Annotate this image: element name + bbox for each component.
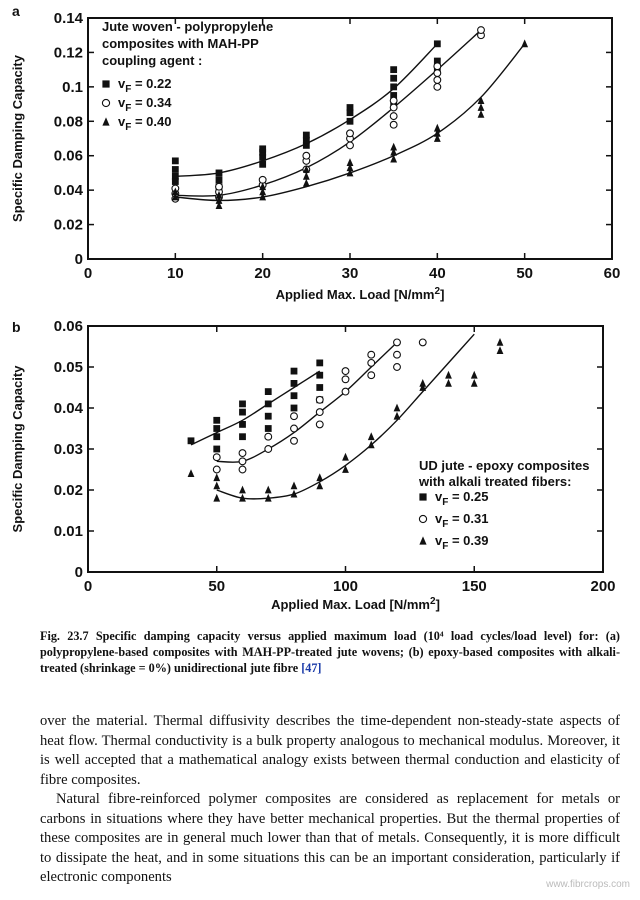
- y-tick-label: 0.14: [53, 10, 83, 27]
- data-point: [216, 183, 223, 190]
- data-point: [239, 486, 246, 494]
- x-tick-label: 0: [83, 578, 93, 595]
- x-tick-label: 200: [590, 578, 616, 595]
- data-point: [434, 77, 441, 84]
- legend-marker: [419, 515, 426, 522]
- data-point: [347, 142, 354, 149]
- data-point: [303, 172, 310, 180]
- data-point: [347, 118, 354, 125]
- data-point: [316, 384, 323, 391]
- data-point: [213, 417, 220, 424]
- y-tick-label: 0.05: [53, 359, 83, 376]
- data-point: [303, 132, 310, 139]
- data-point: [478, 110, 485, 118]
- body-paragraph-1: over the material. Thermal diffusivity describes the time-dependent non-steady-state aspects of heat flow. Thermal conductivity is a bulk property analogous to mechanical modulus. Moreover, it is well accepted that a mathematical analogy exists between thermal conduction and elasticity of fibre composites.: [40, 713, 620, 788]
- y-tick-label: 0.08: [53, 113, 83, 131]
- y-tick-label: 0.04: [53, 400, 83, 417]
- chart-panel-a: [10, 3, 620, 302]
- data-point: [478, 27, 485, 34]
- data-point: [342, 453, 349, 461]
- y-tick-label: 0.04: [53, 182, 83, 200]
- data-point: [172, 178, 179, 185]
- data-point: [521, 39, 528, 47]
- data-point: [291, 368, 298, 375]
- x-axis-label: Applied Max. Load $[N/mm^2]$: [271, 596, 440, 612]
- data-point: [265, 388, 272, 395]
- data-point: [216, 176, 223, 183]
- data-point: [265, 413, 272, 420]
- data-point: [394, 412, 401, 420]
- plot-frame: [88, 326, 603, 572]
- panel-label: b: [12, 319, 21, 335]
- y-tick-label: 0.1: [62, 78, 83, 96]
- legend-label: $v_F = 0.31$: [435, 511, 489, 530]
- data-point: [394, 339, 401, 346]
- data-point: [213, 494, 220, 502]
- data-point: [259, 176, 266, 183]
- data-point: [368, 351, 375, 358]
- y-tick-label: 0.02: [53, 216, 83, 234]
- y-tick-label: 0: [74, 564, 83, 581]
- data-point: [390, 66, 397, 73]
- data-point: [291, 380, 298, 387]
- data-point: [390, 97, 397, 104]
- data-point: [368, 441, 375, 449]
- legend-title-line: with alkali treated fibers:: [419, 474, 572, 489]
- data-point: [259, 145, 266, 152]
- legend-title-line: UD jute - epoxy composites: [419, 458, 590, 473]
- data-point: [239, 401, 246, 408]
- data-point: [316, 396, 323, 403]
- data-point: [291, 413, 298, 420]
- y-tick-label: 0: [74, 251, 83, 268]
- y-tick-label: 0.06: [53, 147, 83, 165]
- caption-text: Specific damping capacity versus applied maximum load (10⁴ load cycles/load level) for: (a) polypropylene-based composites with MAH-PP-treated jute wovens; (b) epoxy-based composites with alkali-treated (shrinkage = 0%) unidirectional jute fibre: [40, 629, 620, 675]
- y-tick-label: 0.03: [53, 441, 83, 458]
- x-tick-label: 60: [603, 265, 621, 282]
- data-point: [316, 360, 323, 367]
- legend-title-line: coupling agent :: [102, 53, 203, 68]
- y-tick-label: 0.01: [53, 523, 83, 540]
- x-tick-label: 10: [166, 265, 184, 282]
- x-tick-label: 100: [332, 578, 359, 595]
- data-point: [213, 454, 220, 461]
- legend-marker: [102, 117, 109, 125]
- data-point: [471, 371, 478, 379]
- data-point: [239, 450, 246, 457]
- series-square: [188, 360, 324, 453]
- data-point: [368, 360, 375, 367]
- data-point: [213, 482, 220, 490]
- legend-marker: [419, 493, 426, 500]
- data-point: [390, 75, 397, 82]
- y-tick-label: 0.12: [53, 44, 83, 62]
- data-point: [265, 425, 272, 432]
- data-point: [342, 368, 349, 375]
- x-axis-label: Applied Max. Load $[N/mm^2]$: [275, 286, 445, 302]
- data-point: [303, 179, 310, 187]
- data-point: [445, 379, 452, 387]
- legend-label: $v_F = 0.40$: [118, 114, 172, 133]
- data-point: [342, 388, 349, 395]
- data-point: [291, 405, 298, 412]
- data-point: [213, 433, 220, 440]
- data-point: [347, 130, 354, 137]
- legend-marker: [419, 536, 426, 544]
- data-point: [390, 155, 397, 163]
- data-point: [265, 433, 272, 440]
- y-axis-label: Specific Damping Capacity: [10, 365, 25, 533]
- data-point: [390, 121, 397, 128]
- data-point: [213, 466, 220, 473]
- data-point: [291, 425, 298, 432]
- fit-curve: [191, 371, 320, 445]
- data-point: [239, 421, 246, 428]
- data-point: [394, 364, 401, 371]
- data-point: [497, 346, 504, 354]
- x-tick-label: 0: [83, 265, 93, 282]
- legend-label: $v_F = 0.39$: [435, 533, 489, 552]
- data-point: [213, 446, 220, 453]
- data-point: [419, 339, 426, 346]
- data-point: [316, 372, 323, 379]
- data-point: [419, 379, 426, 387]
- data-point: [291, 482, 298, 490]
- data-point: [471, 379, 478, 387]
- legend-label: $v_F = 0.25$: [435, 489, 489, 508]
- data-point: [303, 152, 310, 159]
- data-point: [239, 409, 246, 416]
- x-tick-label: 150: [461, 578, 487, 595]
- y-tick-label: 0.06: [53, 318, 83, 335]
- data-point: [239, 433, 246, 440]
- data-point: [291, 392, 298, 399]
- data-point: [434, 83, 441, 90]
- y-tick-label: 0.02: [53, 482, 83, 499]
- legend-title-line: Jute woven - polypropylene: [102, 19, 274, 34]
- legend-title-line: composites with MAH-PP: [102, 36, 259, 51]
- x-tick-label: 20: [254, 265, 272, 282]
- data-point: [368, 432, 375, 440]
- data-point: [342, 376, 349, 383]
- x-tick-label: 50: [208, 578, 226, 595]
- data-point: [172, 166, 179, 173]
- body-text: [40, 712, 620, 888]
- legend-label: $v_F = 0.22$: [118, 76, 172, 95]
- caption-label: Fig. 23.7: [40, 629, 89, 643]
- data-point: [434, 40, 441, 47]
- data-point: [434, 63, 441, 70]
- data-point: [434, 124, 441, 132]
- legend-marker: [102, 99, 109, 106]
- data-point: [368, 372, 375, 379]
- data-point: [188, 437, 195, 444]
- caption-reference-link[interactable]: [47]: [301, 661, 322, 675]
- data-point: [213, 473, 220, 481]
- data-point: [347, 104, 354, 111]
- body-paragraph-2: Natural fibre-reinforced polymer composites are considered as replacement for metals or carbons in situations where they have better mechanical properties. But the thermal properties of these composites are in general much lower than that of metals. Consequently, it is more difficult to dissipate the heat, and in some situations this can be an important consideration, particularly if electronic components: [40, 791, 620, 885]
- data-point: [265, 401, 272, 408]
- data-point: [172, 157, 179, 164]
- chart-panel-b: [10, 318, 616, 612]
- data-point: [265, 486, 272, 494]
- data-point: [394, 404, 401, 412]
- x-tick-label: 50: [516, 265, 534, 282]
- data-point: [316, 473, 323, 481]
- data-point: [265, 446, 272, 453]
- data-point: [239, 458, 246, 465]
- legend: [102, 19, 273, 133]
- data-point: [390, 143, 397, 151]
- data-point: [316, 409, 323, 416]
- panel-label: a: [12, 3, 20, 19]
- figure-caption: [40, 628, 620, 676]
- watermark: www.fibrcrops.com: [546, 879, 630, 890]
- data-point: [390, 113, 397, 120]
- data-point: [213, 425, 220, 432]
- data-point: [497, 338, 504, 346]
- data-point: [259, 161, 266, 168]
- data-point: [188, 469, 195, 477]
- data-point: [347, 158, 354, 166]
- data-point: [390, 83, 397, 90]
- data-point: [434, 70, 441, 77]
- legend: [418, 458, 589, 552]
- data-point: [445, 371, 452, 379]
- legend-label: $v_F = 0.34$: [118, 95, 172, 114]
- x-tick-label: 30: [341, 265, 359, 282]
- data-point: [478, 103, 485, 111]
- data-point: [316, 421, 323, 428]
- data-point: [394, 351, 401, 358]
- data-point: [390, 104, 397, 111]
- data-point: [239, 466, 246, 473]
- legend-marker: [102, 80, 109, 87]
- data-point: [291, 437, 298, 444]
- x-tick-label: 40: [428, 265, 446, 282]
- y-axis-label: Specific Damping Capacity: [10, 55, 25, 222]
- data-point: [216, 170, 223, 177]
